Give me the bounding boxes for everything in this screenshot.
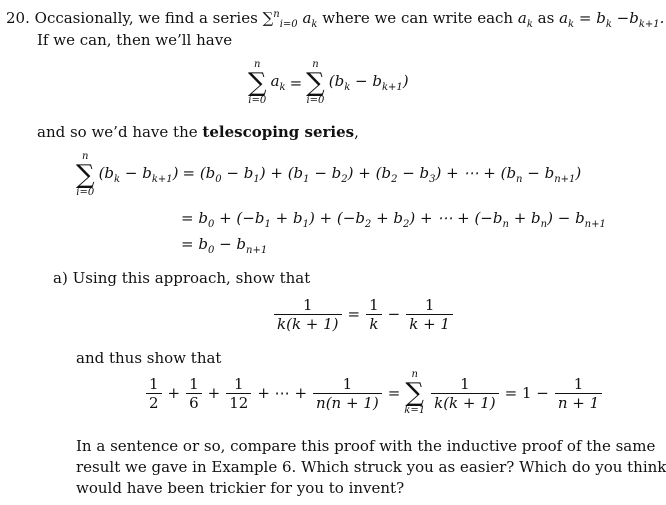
equation-sum-identity: n ∑ i=0 $a_k$ = n ∑ i=0 $(b_k - b_{k+1})$ bbox=[248, 59, 409, 106]
telescope-expansion-1: = $(b_0 - b_1) + (b_1 - b_2) + (b_2 - b_3)$ + ⋯ + $(b_n - b_{n+1})$ bbox=[182, 164, 582, 186]
problem-line-1 bbox=[6, 8, 664, 32]
inline-sum: ∑$^n_{i=0}$ $a_k$ bbox=[262, 9, 318, 30]
fraction-lhs: $\frac{1}{k(k + 1)}$ bbox=[274, 296, 342, 333]
fraction-1-12: $\frac{1}{12}$ bbox=[226, 375, 251, 412]
intro-text-a: Occasionally, we find a series bbox=[34, 9, 258, 27]
series-equation: $\frac{1}{2}$ + $\frac{1}{6}$ + $\frac{1}{12}$ + ⋯ + $\frac{1}{n(n + 1)}$ = n ∑ k=1 $\frac{1}{k(k + 1)}$ = 1 − $\frac{1}{n + 1}$ bbox=[144, 370, 604, 416]
thus-show-text: and thus show that bbox=[76, 349, 222, 367]
closing-paragraph bbox=[76, 436, 666, 499]
fraction-1-2: $\frac{1}{2}$ bbox=[146, 375, 162, 412]
telescoping-intro: and so we’d have the telescoping series, bbox=[37, 123, 359, 141]
telescope-line-2: = $b_0 + (-b_1 + b_1) + (-b_2 + b_2)$ + ⋯ + $(-b_n + b_n) - b_{n+1}$ bbox=[181, 209, 606, 230]
equation-lhs: $a_k$ bbox=[270, 72, 286, 94]
closing-line-3: would have been trickier for you to invent? bbox=[76, 479, 405, 497]
closing-line-2: result we gave in Example 6. Which struck you as easier? Which do you think bbox=[76, 458, 666, 476]
partial-fraction-equation: $\frac{1}{k(k + 1)}$ = $\frac{1}{k}$ − $\frac{1}{k + 1}$ bbox=[272, 296, 455, 333]
fraction-one-over-k-plus-1: $\frac{1}{k + 1}$ bbox=[406, 296, 453, 333]
telescoping-term: telescoping series bbox=[202, 123, 355, 141]
equation-rhs: $(b_k - b_{k+1})$ bbox=[328, 72, 409, 94]
closing-line-1: In a sentence or so, compare this proof with the inductive proof of the same bbox=[76, 437, 656, 455]
telescope-line-1: n ∑ i=0 $(b_k - b_{k+1})$ = $(b_0 - b_1) + (b_1 - b_2) + (b_2 - b_3)$ + ⋯ + $(b_n - b_{n+1})$ bbox=[76, 151, 582, 198]
telescope-line-3: = $b_0 - b_{n+1}$ bbox=[181, 235, 268, 256]
part-a-text: Using this approach, show that bbox=[72, 269, 311, 287]
summation-symbol-3: n ∑ i=0 bbox=[76, 151, 95, 198]
summation-symbol-4: n ∑ k=1 bbox=[404, 369, 426, 416]
summation-symbol: n ∑ i=0 bbox=[248, 59, 267, 106]
problem-line-2: If we can, then we’ll have bbox=[37, 31, 233, 49]
part-a-label: a) bbox=[53, 269, 68, 287]
intro-text-b: where we can write each bbox=[322, 9, 514, 27]
fraction-one-over-n-plus-1: $\frac{1}{n + 1}$ bbox=[555, 375, 602, 412]
summation-symbol-2: n ∑ i=0 bbox=[306, 59, 325, 106]
fraction-1-6: $\frac{1}{6}$ bbox=[186, 375, 202, 412]
intro-text-c: as bbox=[537, 9, 555, 27]
inline-ak: $a_k$ bbox=[517, 9, 533, 30]
fraction-sum-term: $\frac{1}{k(k + 1)}$ bbox=[431, 375, 499, 412]
fraction-general-term: $\frac{1}{n(n + 1)}$ bbox=[313, 375, 382, 412]
part-a-line bbox=[53, 268, 310, 288]
fraction-one-over-k: $\frac{1}{k}$ bbox=[366, 296, 382, 333]
problem-number: 20. bbox=[6, 9, 30, 27]
inline-definition: $a_k = b_k -b_{k+1}$. bbox=[559, 9, 665, 30]
